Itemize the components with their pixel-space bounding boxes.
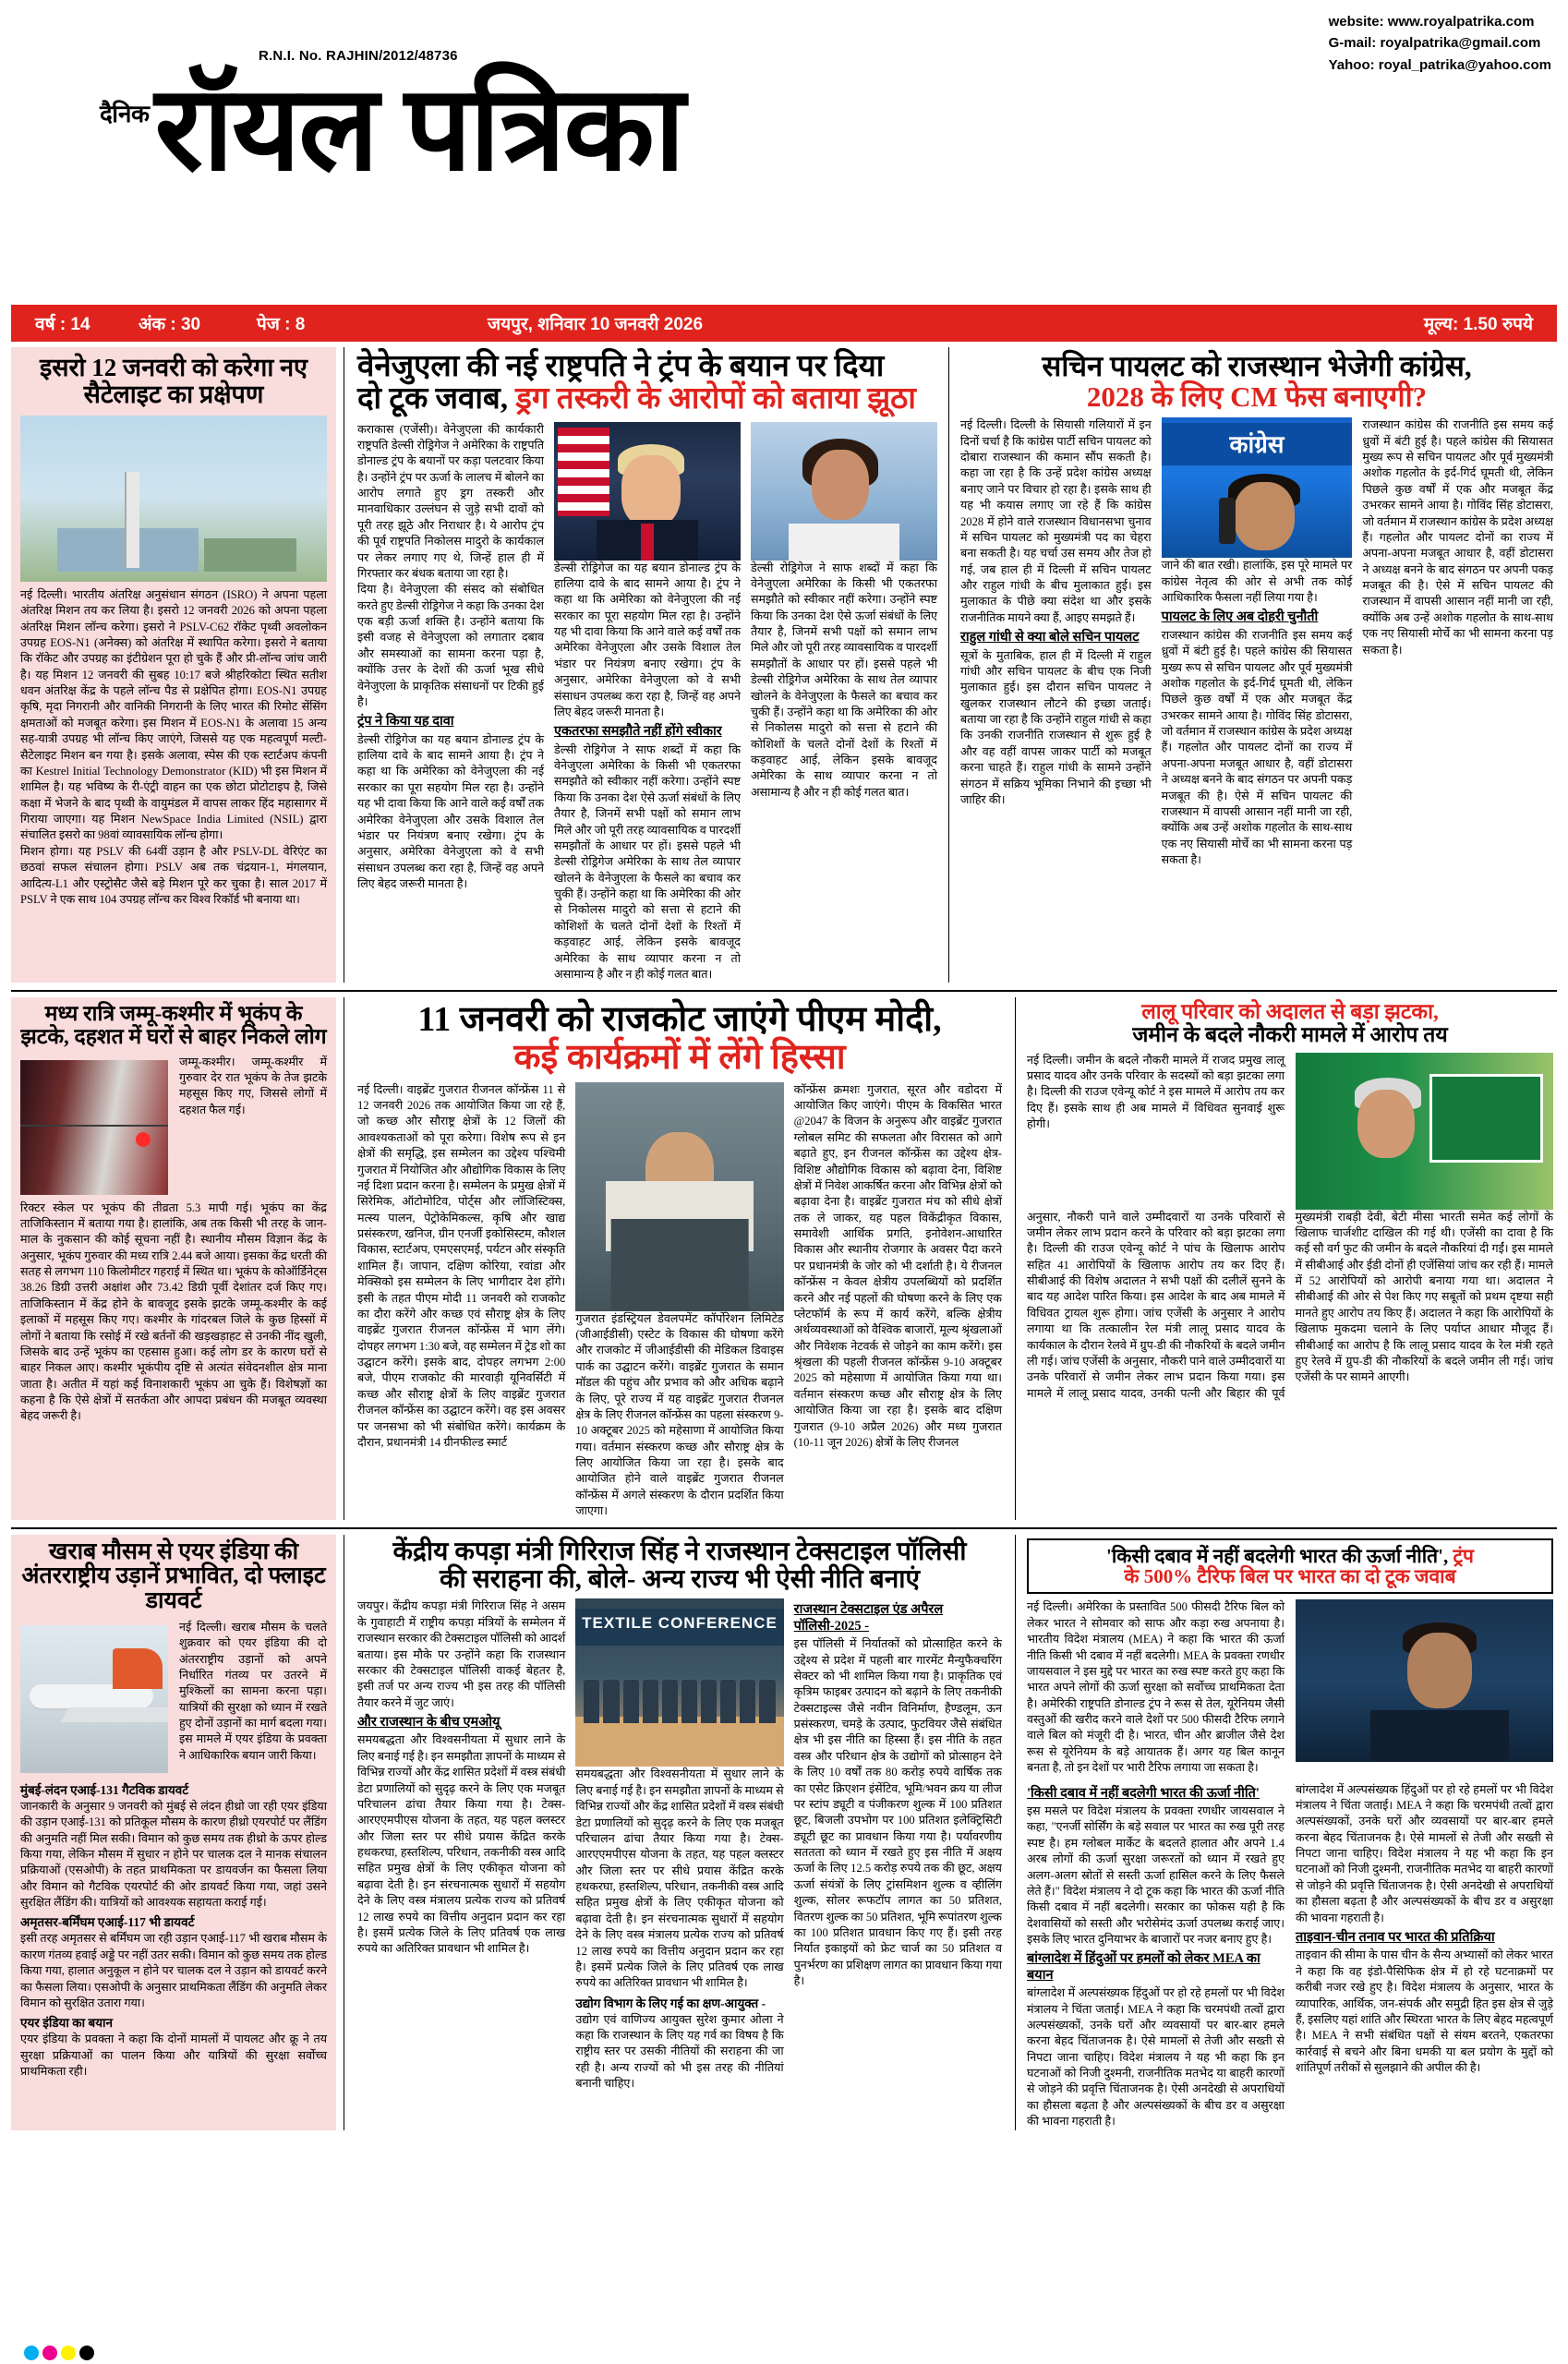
- trump-photo: [554, 422, 741, 561]
- textile-headline-line1: केंद्रीय कपड़ा मंत्री गिरिराज सिंह ने राजस्थान टेक्सटाइल पॉलिसी: [392, 1537, 967, 1566]
- yahoo-line: Yahoo: royal_patrika@yahoo.com: [1328, 56, 1551, 73]
- story-quake: [11, 997, 336, 1519]
- energy-paragraph-1: नई दिल्ली। अमेरिका के प्रस्तावित 500 फीसदी टैरिफ बिल को लेकर भारत ने सोमवार को साफ और कड़ा रुख अपनाया है। भारतीय विदेश मंत्रालय (MEA) ने कहा कि भारत की ऊर्जा नीति किसी भी दबाव में नहीं बदलेगी। MEA के प्रवक्ता रणधीर जायसवाल ने इस मुद्दे पर भारत का रुख स्पष्ट करते हुए कहा कि भारत अपने लोगों की ऊर्जा सुरक्षा को सर्वोच्च प्राथमिकता देता है। अमेरिकी राष्ट्रपति डोनाल्ड ट्रंप ने रूस से तेल, यूरेनियम जैसी वस्तुओं की खरीद करने वाले देशों पर 500 फीसदी टैरिफ लगाने वाले बिल को मंजूरी दी है। भारत, चीन और ब्राजील जैसे देश रूस से यूरेनियम के बड़े आयातक हैं। अगर यह बिल कानून बनता है, तो इन देशों पर भारी टैरिफ लगाया जा सकता है।: [1027, 1600, 1285, 1775]
- lalu-col-1: [1027, 1053, 1285, 1210]
- dateline-label: जयपुर, शनिवार 10 जनवरी 2026: [488, 315, 704, 334]
- lalu-headline-line1: लालू परिवार को अदालत से बड़ा झटका,: [1141, 1000, 1439, 1024]
- price-label: मूल्य: 1.50 रुपये: [1423, 315, 1533, 334]
- pilot-col-3: [1362, 417, 1553, 868]
- energy-col-3: [1027, 1782, 1285, 2130]
- pilot-paragraph-4b: राजस्थान कांग्रेस की राजनीति इस समय कई ध्रुवों में बंटी हुई है। पहले कांग्रेस की सियासत मुख्य रूप से सचिन पायलट और पूर्व मुख्यमंत्री अशोक गहलोत के इर्द-गिर्द घूमती थी, लेकिन पिछले कुछ वर्षों में एक और मजबूत केंद्र उभरकर सामने आया है। गोविंद सिंह डोटासरा, जो वर्तमान में राजस्थान कांग्रेस के प्रदेश अध्यक्ष हैं। गहलोत और पायलट दोनों का राज्य में अपना-अपना मजबूत आधार है, वहीं डोटासरा ने अध्यक्ष बनने के बाद संगठन पर अपनी पकड़ मजबूत की है। ऐसे में सचिन पायलट की राजस्थान में वापसी आसान नहीं मानी जा रही, क्योंकि अब उन्हें अशोक गहलोत के साथ-साथ एक नए सियासी मोर्चे का भी सामना करना पड़ सकता है।: [1362, 418, 1554, 657]
- pages-label: पेज : 8: [257, 315, 306, 334]
- energy-headline-line2: के 500% टैरिफ बिल पर भारत का दो टूक जवाब: [1124, 1565, 1456, 1588]
- pilot-headline-line1: सचिन पायलट को राजस्थान भेजेगी कांग्रेस,: [1042, 350, 1472, 382]
- energy-headline-quote: 'किसी दबाव में नहीं बदलेगी भारत की ऊर्जा नीति',: [1106, 1544, 1449, 1567]
- venezuela-col-2: [554, 422, 741, 983]
- energy-headline-line1: [1036, 1546, 1544, 1566]
- energy-top-columns: [1027, 1599, 1553, 1776]
- airindia-top-columns: [20, 1620, 327, 1779]
- modi-columns: [357, 1082, 1002, 1520]
- middle-section: [11, 990, 1557, 1519]
- quake-col-1: [20, 1055, 168, 1200]
- modi-col-1: [357, 1082, 565, 1520]
- quake-photo: [20, 1060, 168, 1195]
- lalu-columns: [1027, 1053, 1553, 1210]
- story-venezuela: [344, 347, 949, 983]
- lalu-col-2: [1296, 1053, 1553, 1210]
- airindia-subhead-1: मुंबई-लंदन एआई-131 गैटविक डायवर्ट: [20, 1782, 189, 1797]
- bottom-section: [11, 1527, 1557, 2130]
- energy-col-2: [1296, 1599, 1553, 1776]
- contact-block: [1329, 11, 1551, 76]
- pilot-col-1: [960, 417, 1152, 868]
- textile-col-1: [357, 1598, 565, 2092]
- energy-paragraph-3b: बांग्लादेश में अल्पसंख्यक हिंदुओं पर हो रहे हमलों पर भी विदेश मंत्रालय ने चिंता जताई। MEA ने कहा कि चरमपंथी तत्वों द्वारा अल्पसंख्यकों, उनके घरों और व्यवसायों पर बार-बार हमले करना बेहद चिंताजनक है। ऐसे मामलों से तेजी और सख्ती से निपटा जाना चाहिए। विदेश मंत्रालय ने यह भी कहा कि इन घटनाओं को निजी दुश्मनी, राजनीतिक मतभेद या बाहरी कारणों से जोड़ने की प्रवृत्ति चिंताजनक है। ऐसी अनदेखी से अपराधियों का हौसला बढ़ता है और अल्पसंख्यकों के बीच डर व असुरक्षा की भावना गहराती है।: [1296, 1782, 1553, 1924]
- pilot-headline-line2: 2028 के लिए CM फेस बनाएगी?: [1086, 380, 1428, 414]
- modi-paragraph-2: कॉन्फ्रेंस क्रमशः गुजरात, सूरत और वडोदरा में आयोजित किए जाएंगे। पीएम के विकसित भारत @2047 के विजन के अनुरूप और वाइब्रेंट गुजरात ग्लोबल समिट की सफलता और विरासत को आगे बढ़ाते हुए, इन रीजनल कॉन्फ्रेंस का उद्देश्य क्षेत्र-विशिष्ट औद्योगिक विकास को बढ़ावा देना, विशिष्ट क्षेत्रों में निवेश आकर्षित करना और विभिन्न क्षेत्रों को बढ़ावा देना है। वाइब्रेंट गुजरात मंच को सीधे क्षेत्रों तक ले जाकर, यह पहल विकेंद्रीकृत विकास, समावेशी आर्थिक प्रगति, इनोवेशन-आधारित विकास और स्थानीय रोजगार के अवसर पैदा करने पर प्रधानमंत्री के जोर को भी दर्शाती है। ये रीजनल कॉन्फ्रेंस न केवल क्षेत्रीय उपलब्धियों को प्रदर्शित करने और नई पहलों की घोषणा करने के लिए एक प्लेटफॉर्म के रूप में कार्य करेंगे, बल्कि क्षेत्रीय अर्थव्यवस्थाओं को वैश्विक बाजारों, मूल्य श्रृंखलाओं और निवेशक नेटवर्क से जोड़ने का काम करेंगे। इस श्रृंखला की पहली रीजनल कॉन्फ्रेंस 9-10 अक्टूबर 2025 को महेसाणा में आयोजित किया गया था। वर्तमान संस्करण कच्छ और सौराष्ट्र क्षेत्र के लिए आयोजित किया जा रहा है। इसके बाद दक्षिण गुजरात (9-10 अप्रैल 2026) और मध्य गुजरात (10-11 जून 2026) क्षेत्रों के लिए रीजनल: [793, 1082, 1002, 1449]
- modi-col-2: [575, 1082, 783, 1520]
- textile-headline-line2: की सराहना की, बोले- अन्य राज्य भी ऐसी नीति बनाएं: [439, 1564, 921, 1594]
- pilot-paragraph-2a: सूत्रों के मुताबिक, हाल ही में दिल्ली में राहुल गांधी और सचिन पायलट के बीच एक निजी मुलाकात हुई। इस दौरान सचिन पायलट ने खुलकर राजस्थान लौटने की इच्छा जताई। बताया जा रहा है कि उन्होंने राहुल गांधी से कहा कि उनकी राजनीति राजस्थान से शुरू हुई है और वह वहीं वापस जाकर पार्टी को मजबूत करना चाहते हैं। राहुल गांधी के सामने उन्होंने संगठन में सक्रिय भूमिका निभाने की इच्छा भी जाहिर की।: [960, 648, 1152, 806]
- modi-paragraph-1: नई दिल्ली। वाइब्रेंट गुजरात रीजनल कॉन्फ्रेंस 11 से 12 जनवरी 2026 तक आयोजित किया जा रहे हैं, जो कच्छ और सौराष्ट्र क्षेत्रों के 12 जिलों की आवश्यकताओं को पूरा करेगा। विशेष रूप से इन क्षेत्रों की समृद्धि, इस सम्मेलन का उद्देश्य पश्चिमी गुजरात में नियोजित और औद्योगिक विकास के लिए नई दिशा प्रदान करना है। सम्मेलन के प्रमुख क्षेत्रों में सिरेमिक, ऑटोमोटिव, पोर्ट्स और लॉजिस्टिक्स, मत्स्य पालन, पेट्रोकेमिकल्स, कृषि और खाद्य प्रसंस्करण, खनिज, ग्रीन एनर्जी इकोसिस्टम, कौशल विकास, स्टार्टअप, एमएसएमई, पर्यटन और संस्कृति शामिल हैं। जापान, दक्षिण कोरिया, रवांडा और मेक्सिको इस सम्मेलन के लिए भागीदार देश होंगे। इसी के तहत पीएम मोदी 11 जनवरी को राजकोट का दौरा करेंगे और कच्छ एवं सौराष्ट्र क्षेत्र के लिए वाइब्रेंट गुजरात रीजनल कॉन्फ्रेंस में भाग लेंगे। दोपहर लगभग 1:30 बजे, वह सम्मेलन में ट्रेड शो का उद्घाटन करेंगे। इसके बाद, दोपहर लगभग 2:00 बजे, पीएम राजकोट की मारवाड़ी यूनिवर्सिटी में कच्छ और सौराष्ट्र क्षेत्रों के लिए वाइब्रेंट गुजरात रीजनल कॉन्फ्रेंस का उद्घाटन करेंगे। वह इस अवसर पर जनसभा को भी संबोधित करेंगे। कार्यक्रम के दौरान, प्रधानमंत्री 14 ग्रीनफील्ड स्मार्ट: [357, 1082, 566, 1449]
- website-line: website: www.royalpatrika.com: [1328, 14, 1535, 30]
- isro-headline: इसरो 12 जनवरी को करेगा नए सैटेलाइट का प्रक्षेपण: [40, 354, 308, 408]
- textile-paragraph-4: उद्योग एवं वाणिज्य आयुक्त सुरेश कुमार ओला ने कहा कि राजस्थान के लिए यह गर्व का विषय है कि राष्ट्रीय स्तर पर उसकी नीतियों की सराहना की जा रही है। अन्य राज्यों को भी इस तरह की नीतियां बनानी चाहिए।: [575, 2012, 784, 2091]
- venezuela-columns: [357, 422, 937, 983]
- airindia-photo: [20, 1625, 168, 1773]
- lalu-photo: [1296, 1053, 1553, 1210]
- pilot-paragraph-1: नई दिल्ली। दिल्ली के सियासी गलियारों में इन दिनों चर्चा है कि कांग्रेस पार्टी सचिन पायलट को दोबारा राजस्थान की कमान सौंप सकती है। कहा जा रहा है कि उन्हें प्रदेश कांग्रेस अध्यक्ष बनाए जाने पर विचार हो रहा है। इसके साथ ही यह भी कयास लगाए जा रहे हैं कि कांग्रेस 2028 में होने वाले राजस्थान विधानसभा चुनाव में सचिन पायलट को मुख्यमंत्री पद का चेहरा बना सकती है। यह चर्चा उस समय और तेज हो गई, जब हाल ही में दिल्ली में सचिन पायलट और राहुल गांधी के बीच मुलाकात हुई। इस मुलाकात के पीछे क्या संदेश था और इसके राजनीतिक मायने क्या हैं, आइए समझते हैं।: [960, 418, 1152, 624]
- delcy-photo: [751, 422, 937, 561]
- story-airindia: [11, 1535, 336, 2130]
- pilot-col-2: [1162, 417, 1353, 868]
- energy-col-4: [1296, 1782, 1553, 2130]
- venezuela-subhead-2: एकतरफा समझौते नहीं होंगे स्वीकार: [554, 724, 722, 740]
- modi-photo: [575, 1082, 783, 1311]
- airindia-paragraph-2: जानकारी के अनुसार 9 जनवरी को मुंबई से लंदन हीथ्रो जा रही एयर इंडिया की उड़ान एआई-131 को प्रतिकूल मौसम के कारण हीथ्रो एयरपोर्ट पर लैंडिंग की अनुमति नहीं मिल सकी। विमान को कुछ समय तक हीथ्रो के ऊपर होल्ड किया गया, लेकिन मौसम में सुधार न होने पर चालक दल ने मानक संचालन प्रक्रियाओं (एसओपी) के तहत प्राथमिकता पर डायवर्जन का फैसला लिया और विमान को गैटविक एयरपोर्ट की ओर डायवर्ट किया गया, जहां उसने सुरक्षित लैंडिंग की। यात्रियों को आवश्यक सहायता कराई गई।: [20, 1799, 327, 1910]
- textile-photo: TEXTILE CONFERENCE: [575, 1598, 783, 1767]
- top-section: [11, 347, 1557, 983]
- energy-subhead-1: 'किसी दबाव में नहीं बदलेगी भारत की ऊर्जा नीति': [1027, 1785, 1260, 1801]
- venezuela-paragraph-2: दिया है। वेनेजुएला की संसद को संबोधित करते हुए डेल्सी रोड्रिगेज ने कहा कि उनका देश एक बड़ी ऊर्जा शक्ति है। उन्होंने बताया कि इसी वजह से वेनेजुएला को लगातार दबाव और समस्याओं का सामना करना पड़ा है, क्योंकि उत्तर के देशों की ऊर्जा भूख सीधे वेनेजुएला के प्राकृतिक संसाधनों पर टिकी हुई है।: [357, 583, 544, 708]
- pilot-paragraph-3: जाने की बात रखी। हालांकि, इस पूरे मामले पर कांग्रेस नेतृत्व की ओर से अभी तक कोई आधिकारिक फैसला नहीं लिया गया है।: [1161, 559, 1353, 605]
- lalu-paragraph-2: अनुसार, नौकरी पाने वाले उम्मीदवारों या उनके परिवारों से जमीन लेकर लाभ प्रदान करने के परिवार को बड़ा झटका लगा है। दिल्ली की राउज एवेन्यू कोर्ट ने पांच के खिलाफ आरोप सहित 41 आरोपियों के खिलाफ आरोप तय कर दिए हैं। सीबीआई की विशेष अदालत ने सभी पक्षों की दलीलें सुनने के बाद यह आदेश पारित किया। इस आदेश के बाद अब मामले में विधिवत ट्रायल शुरू होगा। जांच एजेंसी के अनुसार ने आरोप लगाया था कि तत्कालीन रेल मंत्री लालू प्रसाद यादव के कार्यकाल के दौरान रेलवे में ग्रुप-डी की नौकरियों के बदले जमीन ली गई। जांच एजेंसी के अनुसार, नौकरी पाने वाले उम्मीदवारों या उनके परिवारों से जमीन लेकर लाभ प्रदान किया गया। इस मामले में लालू प्रसाद यादव, उनकी पत्नी और बिहार की पूर्व मुख्यमंत्री राबड़ी देवी, बेटी मीसा भारती समेत कई लोगों के खिलाफ चार्जशीट दाखिल की गई थी। एजेंसी का दावा है कि कई सौ वर्ग फुट की जमीन के बदले नौकरियां दी गईं। इस मामले में सीबीआई और ईडी दोनों ही एजेंसियां जांच कर रही हैं। मामले में 52 आरोपियों को आरोपी बनाया गया था। अदालत ने सीबीआई की ओर से पेश किए गए सबूतों को प्रथम दृष्टया सही मानते हुए आरोप तय किए हैं। अदालत ने कहा कि आरोपियों के खिलाफ मुकदमा चलाने के लिए पर्याप्त आधार मौजूद हैं। सीबीआई का आरोप है कि लालू प्रसाद यादव के रेल मंत्री रहते हुए रेलवे में ग्रुप-डी की नौकरियों के बदले जमीन ली गई। जांच एजेंसी के पर सामने आएगी।: [1027, 1210, 1553, 1400]
- energy-subhead-3: ताइवान-चीन तनाव पर भारत की प्रतिक्रिया: [1296, 1929, 1495, 1945]
- textile-columns: [357, 1598, 1002, 2092]
- venezuela-paragraph-3a: डेल्सी रोड्रिगेज का यह बयान डोनाल्ड ट्रंप के हालिया दावे के बाद सामने आया है। ट्रंप ने कहा था कि अमेरिका को वेनेजुएला की नई सरकार का पूरा सहयोग मिल रहा है। उन्होंने यह भी दावा किया कि आने वाले कई वर्षों तक अमेरिका वेनेजुएला और उसके विशाल तेल भंडार पर नियंत्रण बनाए रखेगा। ट्रंप के अनुसार, अमेरिका वेनेजुएला को वे सभी संसाधन उपलब्ध करा रहा है, जिन्हें वह अपने लिए बेहद जरूरी मानता है।: [357, 732, 544, 891]
- quake-paragraph-1: जम्मू-कश्मीर। जम्मू-कश्मीर में गुरुवार देर रात भूकंप के तेज झटके महसूस किए गए, जिससे लोगों में दहशत फैल गई।: [179, 1055, 327, 1116]
- quake-columns: [20, 1055, 327, 1200]
- masthead-title: रॉयल पत्रिका: [154, 64, 683, 195]
- quake-paragraph-2: रिक्टर स्केल पर भूकंप की तीव्रता 5.3 मापी गई। भूकंप का केंद्र ताजिकिस्तान में बताया गया है। हालांकि, अब तक किसी भी तरह के जान-माल के नुकसान की कोई सूचना नहीं है। स्थानीय मौसम विज्ञान केंद्र के अनुसार, भूकंप गुरुवार की मध्य रात्रि 2.44 बजे आया। इसका केंद्र धरती की सतह से लगभग 110 किलोमीटर गहराई में स्थित था। भूकंप के कोऑर्डिनेट्स 38.26 डिग्री उत्तरी अक्षांश और 73.42 डिग्री पूर्वी देशांतर दर्ज किए गए। ताजिकिस्तान में केंद्र होने के बावजूद इसके झटके जम्मू-कश्मीर के कई इलाकों में महसूस किए गए। कश्मीर के गांदरबल जिले के कुछ हिस्सों में लोगों ने बताया कि रसोई में रखे बर्तनों की खड़खड़ाहट से उनकी नींद खुली, जिसके बाद उन्हें भूकंप का एहसास हुआ। कई लोग डर के कारण घरों से बाहर निकल आए। कश्मीर भूकंपीय दृष्टि से अत्यंत संवेदनशील क्षेत्र माना जाता है। अतीत में यहां कई विनाशकारी भूकंप आ चुके हैं। विशेषज्ञों का कहना है कि ऐसे क्षेत्रों में सतर्कता और आपदा प्रबंधन की मजबूत व्यवस्था बेहद जरूरी है।: [20, 1200, 327, 1423]
- cmyk-registration-marks: [24, 2346, 94, 2360]
- modi-headline-line1: 11 जनवरी को राजकोट जाएंगे पीएम मोदी,: [417, 1000, 942, 1040]
- venezuela-paragraph-4a: डेल्सी रोड्रिगेज ने साफ शब्दों में कहा कि वेनेजुएला अमेरिका के किसी भी एकतरफा समझौते को स्वीकार नहीं करेगा। उन्होंने स्पष्ट किया कि उनका देश ऐसे ऊर्जा संबंधों के लिए तैयार है, जिनमें सभी पक्षों को समान लाभ मिले और जो पूरी तरह व्यावसायिक व पारदर्शी समझौतों के आधार पर हों। इससे पहले भी डेल्सी रोड्रिगेज अमेरिका के साथ तेल व्यापार खोलने के वेनेजुएला के फैसले का बचाव कर चुकी हैं। उन्होंने कहा था कि अमेरिका की ओर से निकोलस मादुरो को सत्ता से हटाने की कोशिशों के चलते दोनों देशों के रिश्तों में कड़वाहट आई, लेकिन इसके बावजूद अमेरिका के साथ व्यापार करना न तो असामान्य है और न ही कोई गलत बात।: [554, 742, 741, 981]
- venezuela-paragraph-4b: डेल्सी रोड्रिगेज ने साफ शब्दों में कहा कि वेनेजुएला अमेरिका के किसी भी एकतरफा समझौते को स्वीकार नहीं करेगा। उन्होंने स्पष्ट किया कि उनका देश ऐसे ऊर्जा संबंधों के लिए तैयार है, जिनमें सभी पक्षों को समान लाभ मिले और जो पूरी तरह व्यावसायिक व पारदर्शी समझौतों के आधार पर हों। इससे पहले भी डेल्सी रोड्रिगेज अमेरिका के साथ तेल व्यापार खोलने के वेनेजुएला के फैसले का बचाव कर चुकी हैं। उन्होंने कहा था कि अमेरिका की ओर से निकोलस मादुरो को सत्ता से हटाने की कोशिशों के चलते दोनों देशों के रिश्तों में कड़वाहट आई, लेकिन इसके बावजूद अमेरिका के साथ व्यापार करना न तो असामान्य है और न ही कोई गलत बात।: [751, 561, 937, 799]
- story-lalu: [1016, 997, 1553, 1519]
- venezuela-paragraph-3b: डेल्सी रोड्रिगेज का यह बयान डोनाल्ड ट्रंप के हालिया दावे के बाद सामने आया है। ट्रंप ने कहा था कि अमेरिका को वेनेजुएला की नई सरकार का पूरा सहयोग मिल रहा है। उन्होंने यह भी दावा किया कि आने वाले कई वर्षों तक अमेरिका वेनेजुएला और उसके विशाल तेल भंडार पर नियंत्रण बनाए रखेगा। ट्रंप के अनुसार, अमेरिका वेनेजुएला को वे सभी संसाधन उपलब्ध करा रहा है, जिन्हें वह अपने लिए बेहद जरूरी मानता है।: [554, 561, 741, 718]
- textile-subhead-2: उद्योग विभाग के लिए गई का क्षण-आयुक्त -: [575, 1996, 766, 2010]
- textile-paragraph-1: जयपुर। केंद्रीय कपड़ा मंत्री गिरिराज सिंह ने असम के गुवाहाटी में राष्ट्रीय कपड़ा मंत्रियों के सम्मेलन में राजस्थान सरकार की टेक्सटाइल पॉलिसी को आदर्श बताया। इस मौके पर उन्होंने कहा कि राजस्थान सरकार की टेक्सटाइल पॉलिसी वाकई बेहतर है, इसी तर्ज पर अन्य राज्य भी इस तरह की पॉलिसी तैयार करने में जुट जाएं।: [357, 1599, 566, 1709]
- lalu-headline-line2: जमीन के बदले नौकरी मामले में आरोप तय: [1132, 1022, 1448, 1046]
- textile-paragraph-3a: समयबद्धता और विश्वसनीयता में सुधार लाने के लिए बनाई गई है। इन समझौता ज्ञापनों के माध्यम से विभिन्न राज्यों और केंद्र शासित प्रदेशों में वस्त्र संबंधी डेटा प्रणालियों को सुदृढ़ करने के लिए एक मजबूत परिचालन ढांचा तैयार किया गया है। टेक्स-आरएएमपीएस योजना के तहत, यह पहल क्लस्टर और जिला स्तर पर सीधे प्रयास केंद्रित करके हथकरघा, हस्तशिल्प, परिधान, तकनीकी वस्त्र आदि सहित प्रमुख क्षेत्रों के लिए एकीकृत योजना को बढ़ावा देती है। इन संरचनात्मक सुधारों में सहयोग देने के लिए वस्त्र मंत्रालय प्रत्येक राज्य को प्रतिवर्ष 12 लाख रुपये का वित्तीय अनुदान प्रदान कर रहा है। इसमें प्रत्येक जिले के लिए प्रतिवर्ष एक लाख रुपये का अतिरिक्त प्रावधान भी शामिल है।: [357, 1733, 566, 1956]
- info-bar: [11, 305, 1557, 342]
- modi-headline-line2: कई कार्यक्रमों में लेंगे हिस्सा: [513, 1038, 846, 1078]
- issue-label: अंक : 30: [139, 315, 201, 334]
- airindia-subhead-2: अमृतसर-बर्मिंघम एआई-117 भी डायवर्ट: [20, 1915, 195, 1930]
- pilot-subhead-1: राहुल गांधी से क्या बोले सचिन पायलट: [960, 630, 1140, 645]
- venezuela-headline-black: दो टूक जवाब,: [357, 382, 509, 416]
- isro-photo: [20, 416, 327, 582]
- venezuela-headline-line2: [357, 383, 937, 416]
- quake-col-2: [179, 1055, 327, 1200]
- venezuela-col-1: [357, 422, 544, 983]
- isro-paragraph-1: नई दिल्ली। भारतीय अंतरिक्ष अनुसंधान संगठन (ISRO) ने अपना पहला अंतरिक्ष मिशन तय कर लिया है। इसरो 12 जनवरी 2026 को अपना पहला अंतरिक्ष मिशन लॉन्च करेगा। इसरो ने PSLV-C62 रॉकेट पृथ्वी अवलोकन उपग्रह EOS-N1 (अनेक्स) को अंतरिक्ष में स्थापित करेगा। इसरो ने बताया कि रॉकेट और उपग्रह का इंटीग्रेशन पूरा हो चुके हैं और प्री-लॉन्च जांच जारी है। यह मिशन 12 जनवरी की सुबह 10:17 बजे श्रीहरिकोटा स्थित सतीश धवन अंतरिक्ष केंद्र के पहले लॉन्च पैड से प्रक्षेपित होगा। EOS-N1 उपग्रह कृषि, मृदा निगरानी और वानिकी निगरानी के लिए भारत की रिमोट सेंसिंग क्षमताओं को मजबूत करेगा। इस मिशन में EOS-N1 के अलावा 15 अन्य सह-यात्री उपग्रह भी लॉन्च किए जाएंगे, जिससे यह एक महत्वपूर्ण मल्टी-सैटेलाइट मिशन बन गया है। इसके अलावा, स्पेस की एक स्टार्टअप कंपनी का Kestrel Initial Technology Demonstrator (KID) भी इस मिशन में शामिल है। यह भविष्य के री-एंट्री वाहन का एक छोटा प्रोटोटाइप है, जिसे कक्षा में भेजने के बाद पृथ्वी के वायुमंडल में वापस लाकर हिंद महासागर में गिराया जाएगा। यह मिशन NewSpace India Limited (NSIL) द्वारा संचालित इसरो का 98वां व्यावसायिक लॉन्च होगा।: [20, 587, 327, 842]
- venezuela-headline-line1: वेनेजुएला की नई राष्ट्रपति ने ट्रंप के बयान पर दिया: [357, 350, 885, 383]
- energy-subhead-2: बांग्लादेश में हिंदुओं पर हमलों को लेकर MEA का बयान: [1027, 1951, 1260, 1983]
- gmail-line: G-mail: royalpatrika@gmail.com: [1328, 35, 1541, 52]
- pilot-paragraph-4a: राजस्थान कांग्रेस की राजनीति इस समय कई ध्रुवों में बंटी हुई है। पहले कांग्रेस की सियासत मुख्य रूप से सचिन पायलट और पूर्व मुख्यमंत्री अशोक गहलोत के इर्द-गिर्द घूमती थी, लेकिन पिछले कुछ वर्षों में एक और मजबूत केंद्र उभरकर सामने आया है। गोविंद सिंह डोटासरा, जो वर्तमान में राजस्थान कांग्रेस के प्रदेश अध्यक्ष हैं। गहलोत और पायलट दोनों का राज्य में अपना-अपना मजबूत आधार है, वहीं डोटासरा ने अध्यक्ष बनने के बाद संगठन पर अपनी पकड़ मजबूत की है। ऐसे में सचिन पायलट की राजस्थान में वापसी आसान नहीं मानी जा रही, क्योंकि अब उन्हें अशोक गहलोत के साथ-साथ एक नए सियासी मोर्चे का भी सामना करना पड़ सकता है।: [1161, 628, 1353, 867]
- airindia-col-2: [179, 1620, 327, 1779]
- masthead-logo: [100, 64, 683, 195]
- energy-paragraph-2: इस मसले पर विदेश मंत्रालय के प्रवक्ता रणधीर जायसवाल ने कहा, "एनर्जी सोर्सिंग के बड़े सवाल पर भारत का रुख पूरी तरह स्पष्ट है। हम ग्लोबल मार्केट के बदलते हालात और अपने 1.4 अरब लोगों की ऊर्जा सुरक्षा जरूरतों को ध्यान में रखते हुए अलग-अलग स्रोतों से सस्ती ऊर्जा हासिल करने के लिए फैसले लेते हैं।" विदेश मंत्रालय ने दो टूक कहा कि भारत की ऊर्जा नीति किसी दबाव में नहीं बदलेगी। सरकार का फोकस यही है कि देशवासियों को सस्ती और भरोसेमंद ऊर्जा उपलब्ध कराई जाए। इसके लिए भारत दुनियाभर के बाजारों पर नजर बनाए हुए है।: [1027, 1804, 1285, 1946]
- venezuela-paragraph-1: कराकास (एजेंसी)। वेनेजुएला की कार्यकारी राष्ट्रपति डेल्सी रोड्रिगेज ने अमेरिका के राष्ट्रपति डोनाल्ड ट्रंप के बयानों पर कड़ा पलटवार किया है। उन्होंने ट्रंप पर ऊर्जा के लालच में बोलने का आरोप लगाते हुए ड्रग तस्करी और मानवाधिकार उल्लंघन से जुड़े सभी दावों को पूरी तरह झूठे और निराधार है। ये आरोप ट्रंप की पूर्व राष्ट्रपति निकोलस मादुरो के कार्यकाल पर लेकर लगाए गए थे, जिन्हें हाल ही में गिरफ्तार कर बंधक बताया जा रहा है।: [357, 422, 544, 580]
- textile-paragraph-2: इस पॉलिसी में निर्यातकों को प्रोत्साहित करने के उद्देश्य से प्रदेश में पहली बार गारमेंट मैन्युफैक्चरिंग सेक्टर को भी शामिल किया गया है। प्राकृतिक एवं कृत्रिम फाइबर उत्पादन को बढ़ाने के लिए तकनीकी टेक्सटाइल्स जैसे नवीन विनिर्माण, हैण्डलूम, ऊन प्रसंस्करण, चमड़े के उत्पाद, फुटवियर जैसे संबंधित क्षेत्र भी इस नीति का हिस्सा हैं। इस नीति के तहत वस्त्र और परिधान क्षेत्र के उद्योगों को प्रोत्साहन देने के लिए 10 वर्षों तक 80 करोड़ रुपये वार्षिक तक का एसेट क्रिएशन इंसेंटिव, भूमि/भवन क्रय या लीज पर स्टांप ड्यूटी व पंजीकरण शुल्क में 100 प्रतिशत छूट, बिजली उपभोग पर 100 प्रतिशत इलेक्ट्रिसिटी ड्यूटी छूट का प्रावधान किया गया है। पर्यावरणीय सततता को ध्यान में रखते हुए इस नीति में अक्षय ऊर्जा के लिए 12.5 करोड़ रुपये तक की छूट, अक्षय ऊर्जा संयंत्रों के लिए ट्रांसमिशन शुल्क व व्हीलिंग शुल्क, सोलर रूफटॉप लागत का 50 प्रतिशत, वितरण शुल्क का 50 प्रतिशत, भूमि रूपांतरण शुल्क का 100 प्रतिशत प्रावधान किए गए हैं। इसी तरह निर्यात इकाइयों को फ्रेट चार्ज का 50 प्रतिशत व पुनर्भरण का प्रशिक्षण लागत का प्रावधान किया गया है।: [793, 1637, 1002, 1988]
- story-textile: [344, 1535, 1016, 2130]
- venezuela-col-3: [751, 422, 937, 983]
- energy-bottom-columns: [1027, 1782, 1553, 2130]
- venezuela-headline-red: ड्रग तस्करी के आरोपों को बताया झूठा: [515, 382, 916, 416]
- rni-number: R.N.I. No. RAJHIN/2012/48736: [259, 48, 458, 64]
- textile-paragraph-3b: समयबद्धता और विश्वसनीयता में सुधार लाने के लिए बनाई गई है। इन समझौता ज्ञापनों के माध्यम से विभिन्न राज्यों और केंद्र शासित प्रदेशों में वस्त्र संबंधी डेटा प्रणालियों को सुदृढ़ करने के लिए एक मजबूत परिचालन ढांचा तैयार किया गया है। टेक्स-आरएएमपीएस योजना के तहत, यह पहल क्लस्टर और जिला स्तर पर सीधे प्रयास केंद्रित करके हथकरघा, हस्तशिल्प, परिधान, तकनीकी वस्त्र आदि सहित प्रमुख क्षेत्रों के लिए एकीकृत योजना को बढ़ावा देती है। इन संरचनात्मक सुधारों में सहयोग देने के लिए वस्त्र मंत्रालय प्रत्येक राज्य को प्रतिवर्ष 12 लाख रुपये का वित्तीय अनुदान प्रदान कर रहा है। इसमें प्रत्येक जिले के लिए प्रतिवर्ष एक लाख रुपये का अतिरिक्त प्रावधान भी शामिल है।: [575, 1767, 784, 1990]
- story-modi: [344, 997, 1016, 1519]
- mea-photo: [1296, 1599, 1553, 1762]
- isro-paragraph-2: मिशन होगा। यह PSLV की 64वीं उड़ान है और PSLV-DL वेरिएंट का छठवां सफल संचालन होगा। PSLV अब तक चंद्रयान-1, मंगलयान, आदित्य-L1 और एस्ट्रोसैट जैसे बड़े मिशन पूरे कर चुका है। साल 2017 में PSLV ने एक साथ 104 उपग्रह लॉन्च कर विश्व रिकॉर्ड भी बनाया था।: [20, 844, 327, 906]
- masthead: [11, 0, 1557, 305]
- airindia-paragraph-4: एयर इंडिया के प्रवक्ता ने कहा कि दोनों मामलों में पायलट और क्रू ने तय सुरक्षा प्रक्रियाओं का पालन किया और यात्रियों की सुरक्षा सर्वोच्च प्राथमिकता रही।: [20, 2032, 327, 2079]
- modi-col-3: [794, 1082, 1002, 1520]
- quake-headline: मध्य रात्रि जम्मू-कश्मीर में भूकंप के झटके, दहशत में घरों से बाहर निकले लोग: [20, 1002, 327, 1048]
- airindia-subhead-3: एयर इंडिया का बयान: [20, 2016, 114, 2031]
- story-pilot: [949, 347, 1553, 983]
- textile-subhead-3: और राजस्थान के बीच एमओयू: [357, 1715, 501, 1731]
- energy-headline-box: [1027, 1538, 1553, 1595]
- masthead-dainik: दैनिक: [100, 101, 150, 127]
- volume-label: वर्ष : 14: [35, 315, 90, 334]
- venezuela-subhead-1: ट्रंप ने किया यह दावा: [357, 714, 454, 730]
- pilot-photo: कांग्रेस: [1162, 417, 1353, 558]
- story-isro: [11, 347, 336, 983]
- story-energy: [1016, 1535, 1553, 2130]
- energy-headline-trump: ट्रंप: [1453, 1544, 1474, 1567]
- pilot-subhead-2: पायलट के लिए अब दोहरी चुनौती: [1161, 609, 1319, 625]
- textile-col-2: [575, 1598, 783, 2092]
- energy-paragraph-3a: बांग्लादेश में अल्पसंख्यक हिंदुओं पर हो रहे हमलों पर भी विदेश मंत्रालय ने चिंता जताई। MEA ने कहा कि चरमपंथी तत्वों द्वारा अल्पसंख्यकों, उनके घरों और व्यवसायों पर बार-बार हमले करना बेहद चिंताजनक है। ऐसे मामलों से तेजी और सख्ती से निपटा जाना चाहिए। विदेश मंत्रालय ने यह भी कहा कि इन घटनाओं को निजी दुश्मनी, राजनीतिक मतभेद या बाहरी कारणों से जोड़ने की प्रवृत्ति चिंताजनक है। ऐसी अनदेखी से अपराधियों का हौसला बढ़ता है और अल्पसंख्यकों के बीच डर व असुरक्षा की भावना गहराती है।: [1027, 1986, 1285, 2129]
- modi-paragraph-3: गुजरात इंडस्ट्रियल डेवलपमेंट कॉर्पोरेशन लिमिटेड (जीआईडीसी) एस्टेट के विकास की घोषणा करेंगे और राजकोट में जीआईडीसी की मेडिकल डिवाइस पार्क का उद्घाटन करेंगे। वाइब्रेंट गुजरात के समान मॉडल की पहुंच और प्रभाव को और अधिक बढ़ाने के लिए, पूरे राज्य में यह वाइब्रेंट गुजरात रीजनल क्षेत्र के लिए रीजनल कॉन्फ्रेंस का पहला संस्करण 9-10 अक्टूबर 2025 को महेसाणा में आयोजित किया गया। वर्तमान संस्करण कच्छ और सौराष्ट्र क्षेत्र के लिए आयोजित किया जा रहा है। इसके बाद आयोजित होने वाले वाइब्रेंट गुजरात रीजनल कॉन्फ्रेंस में अगले संस्करण के दौरान प्रदर्शित किया जाएगा।: [575, 1311, 784, 1518]
- airindia-col-1: [20, 1620, 168, 1779]
- pilot-columns: [960, 417, 1553, 868]
- airindia-paragraph-3: इसी तरह अमृतसर से बर्मिंघम जा रही उड़ान एआई-117 भी खराब मौसम के कारण गंतव्य हवाई अड्डे पर नहीं उतर सकी। विमान को कुछ समय तक होल्ड किया गया, हालात अनुकूल न होने पर चालक दल ने उड़ान को डायवर्ट करने का फैसला लिया। एसओपी के अनुसार प्राथमिकता लैंडिंग की अनुमति लेकर विमान को सुरक्षित उतारा गया।: [20, 1932, 327, 2009]
- energy-paragraph-4: ताइवान की सीमा के पास चीन के सैन्य अभ्यासों को लेकर भारत ने कहा कि वह इंडो-पैसिफिक क्षेत्र में हो रहे घटनाक्रमों पर करीबी नजर रखे हुए है। विदेश मंत्रालय के अनुसार, भारत के व्यापारिक, आर्थिक, जन-संपर्क और समुद्री हित इस क्षेत्र से जुड़े हैं, इसलिए यहां शांति और स्थिरता भारत के लिए बेहद महत्वपूर्ण है। MEA ने सभी संबंधित पक्षों से संयम बरतने, एकतरफा कार्रवाई से बचने और बिना धमकी या बल प्रयोग के मुद्दों को शांतिपूर्ण तरीकों से सुलझाने की अपील की है।: [1296, 1948, 1553, 2074]
- lalu-paragraph-1: नई दिल्ली। जमीन के बदले नौकरी मामले में राजद प्रमुख लालू प्रसाद यादव और उनके परिवार के सदस्यों को बड़ा झटका लगा है। दिल्ली की राउज एवेन्यू कोर्ट ने इस मामले में आरोप तय कर दिए हैं। इसके साथ ही अब मामले में विधिवत सुनवाई शुरू होगी।: [1027, 1053, 1285, 1131]
- textile-subhead-1: राजस्थान टेक्सटाइल एंड अपैरल पॉलिसी-2025 -: [793, 1602, 944, 1634]
- airindia-headline: खराब मौसम से एयर इंडिया की अंतरराष्ट्रीय उड़ानें प्रभावित, दो फ्लाइट डायवर्ट: [21, 1538, 326, 1614]
- textile-col-3: [794, 1598, 1002, 2092]
- airindia-paragraph-1: नई दिल्ली। खराब मौसम के चलते शुक्रवार को एयर इंडिया की दो अंतरराष्ट्रीय उड़ानों को अपने निर्धारित गंतव्य पर उतरने में मुश्किलों का सामना करना पड़ा। यात्रियों की सुरक्षा को ध्यान में रखते हुए दोनों उड़ानों का मार्ग बदला गया। इस मामले में एयर इंडिया के प्रवक्ता ने आधिकारिक बयान जारी किया।: [179, 1620, 327, 1762]
- energy-col-1: [1027, 1599, 1285, 1776]
